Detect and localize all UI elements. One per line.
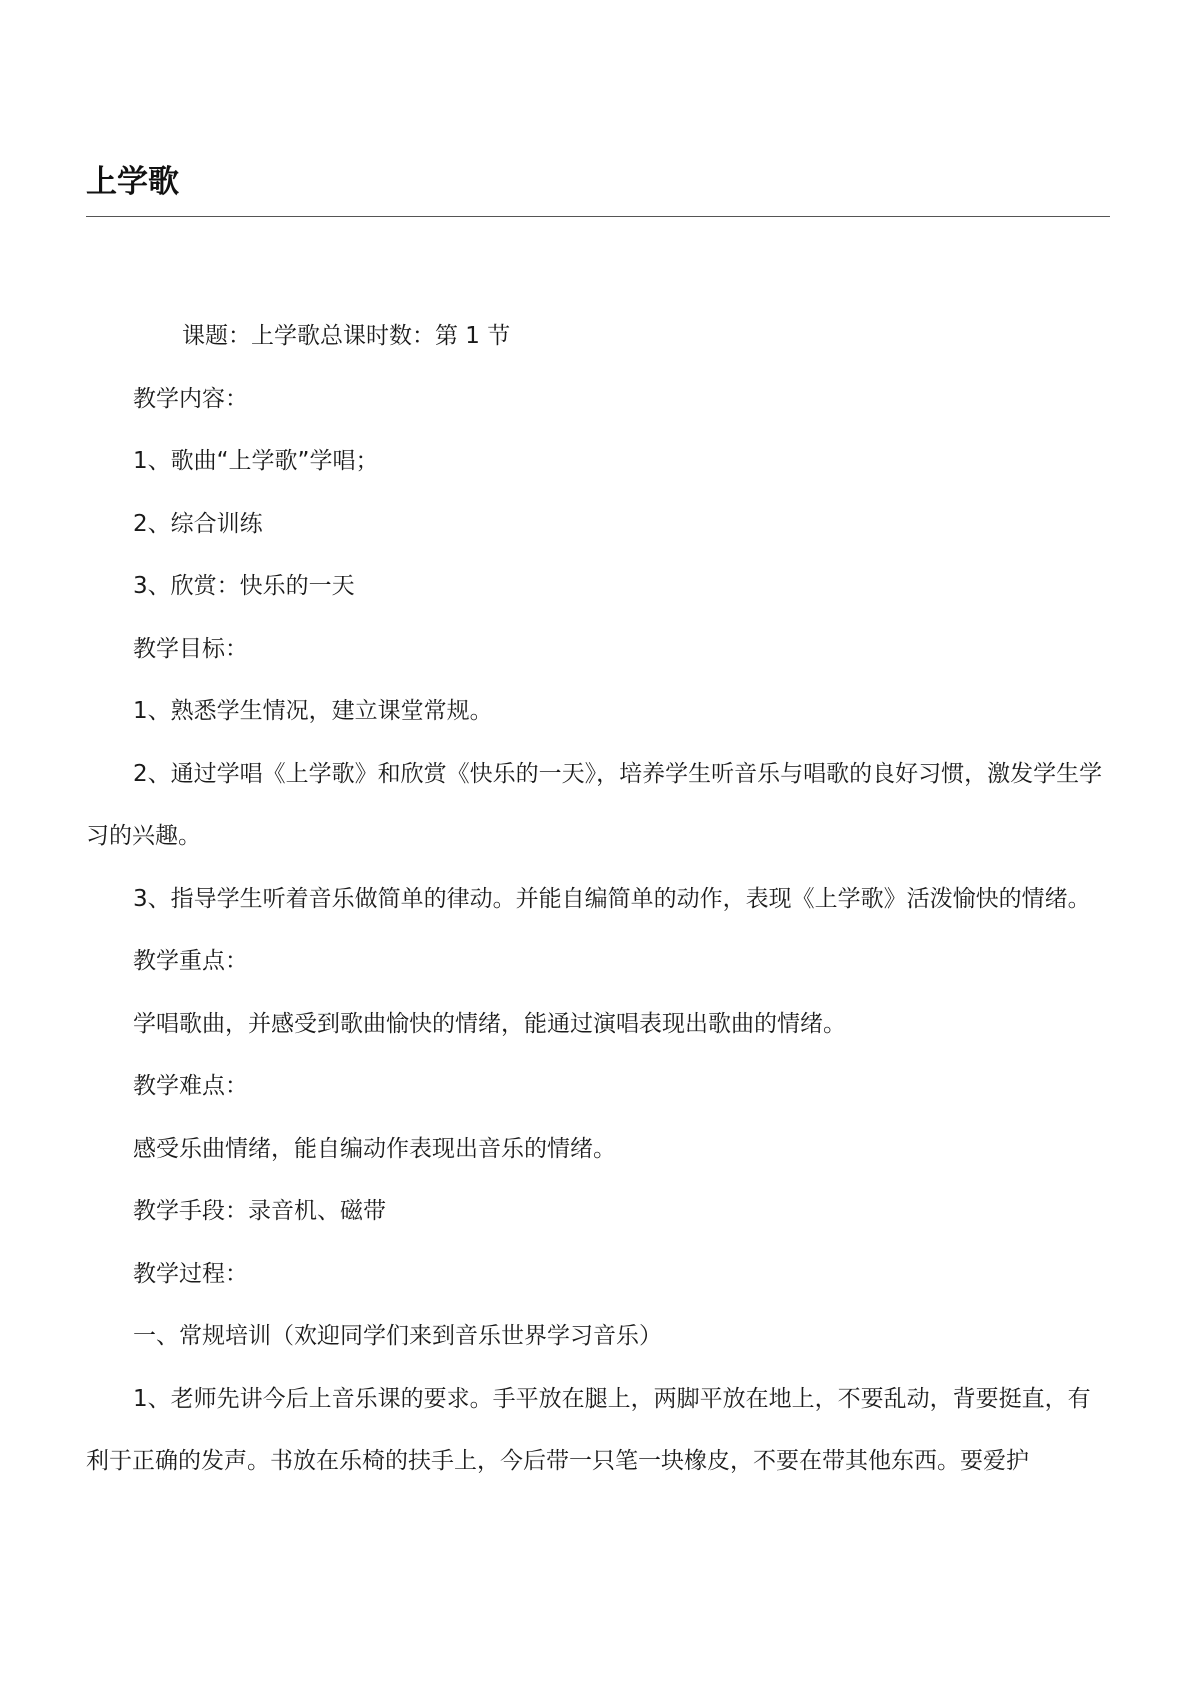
lesson-topic-line: 课题：上学歌总课时数：第 1 节 (182, 323, 511, 349)
objective-item-3: 3、指导学生听着音乐做简单的律动。并能自编简单的动作，表现《上学歌》活泼愉快的情绪。 (133, 885, 1091, 912)
difficulties-text: 感受乐曲情绪，能自编动作表现出音乐的情绪。 (133, 1135, 616, 1162)
section-heading-process: 教学过程： (133, 1260, 248, 1287)
key-points-text: 学唱歌曲，并感受到歌曲愉快的情绪，能通过演唱表现出歌曲的情绪。 (133, 1010, 846, 1037)
teaching-tools-line: 教学手段：录音机、磁带 (133, 1198, 386, 1224)
process-step-1-heading: 一、常规培训（欢迎同学们来到音乐世界学习音乐） (133, 1323, 662, 1349)
section-heading-key-points: 教学重点： (133, 948, 248, 974)
section-heading-content: 教学内容： (133, 385, 248, 412)
title-divider (86, 216, 1110, 217)
section-heading-objectives: 教学目标： (133, 635, 248, 662)
document-title: 上学歌 (86, 164, 179, 200)
content-item-2: 2、综合训练 (133, 510, 263, 537)
objective-item-1: 1、熟悉学生情况，建立课堂常规。 (133, 698, 493, 724)
section-heading-difficulties: 教学难点： (133, 1073, 248, 1099)
document-body (86, 305, 1112, 1493)
process-step-1-item-1: 1、老师先讲今后上音乐课的要求。手平放在腿上，两脚平放在地上，不要乱动，背要挺直，有利于正确的发声。书放在乐椅的扶手上，今后带一只笔一块橡皮，不要在带其他东西。要爱护 (86, 1385, 1091, 1474)
content-item-1: 1、歌曲“上学歌”学唱； (133, 448, 379, 474)
content-item-3: 3、欣赏：快乐的一天 (133, 573, 355, 599)
objective-item-2: 2、通过学唱《上学歌》和欣赏《快乐的一天》，培养学生听音乐与唱歌的良好习惯，激发学生学习的兴趣。 (86, 760, 1103, 849)
